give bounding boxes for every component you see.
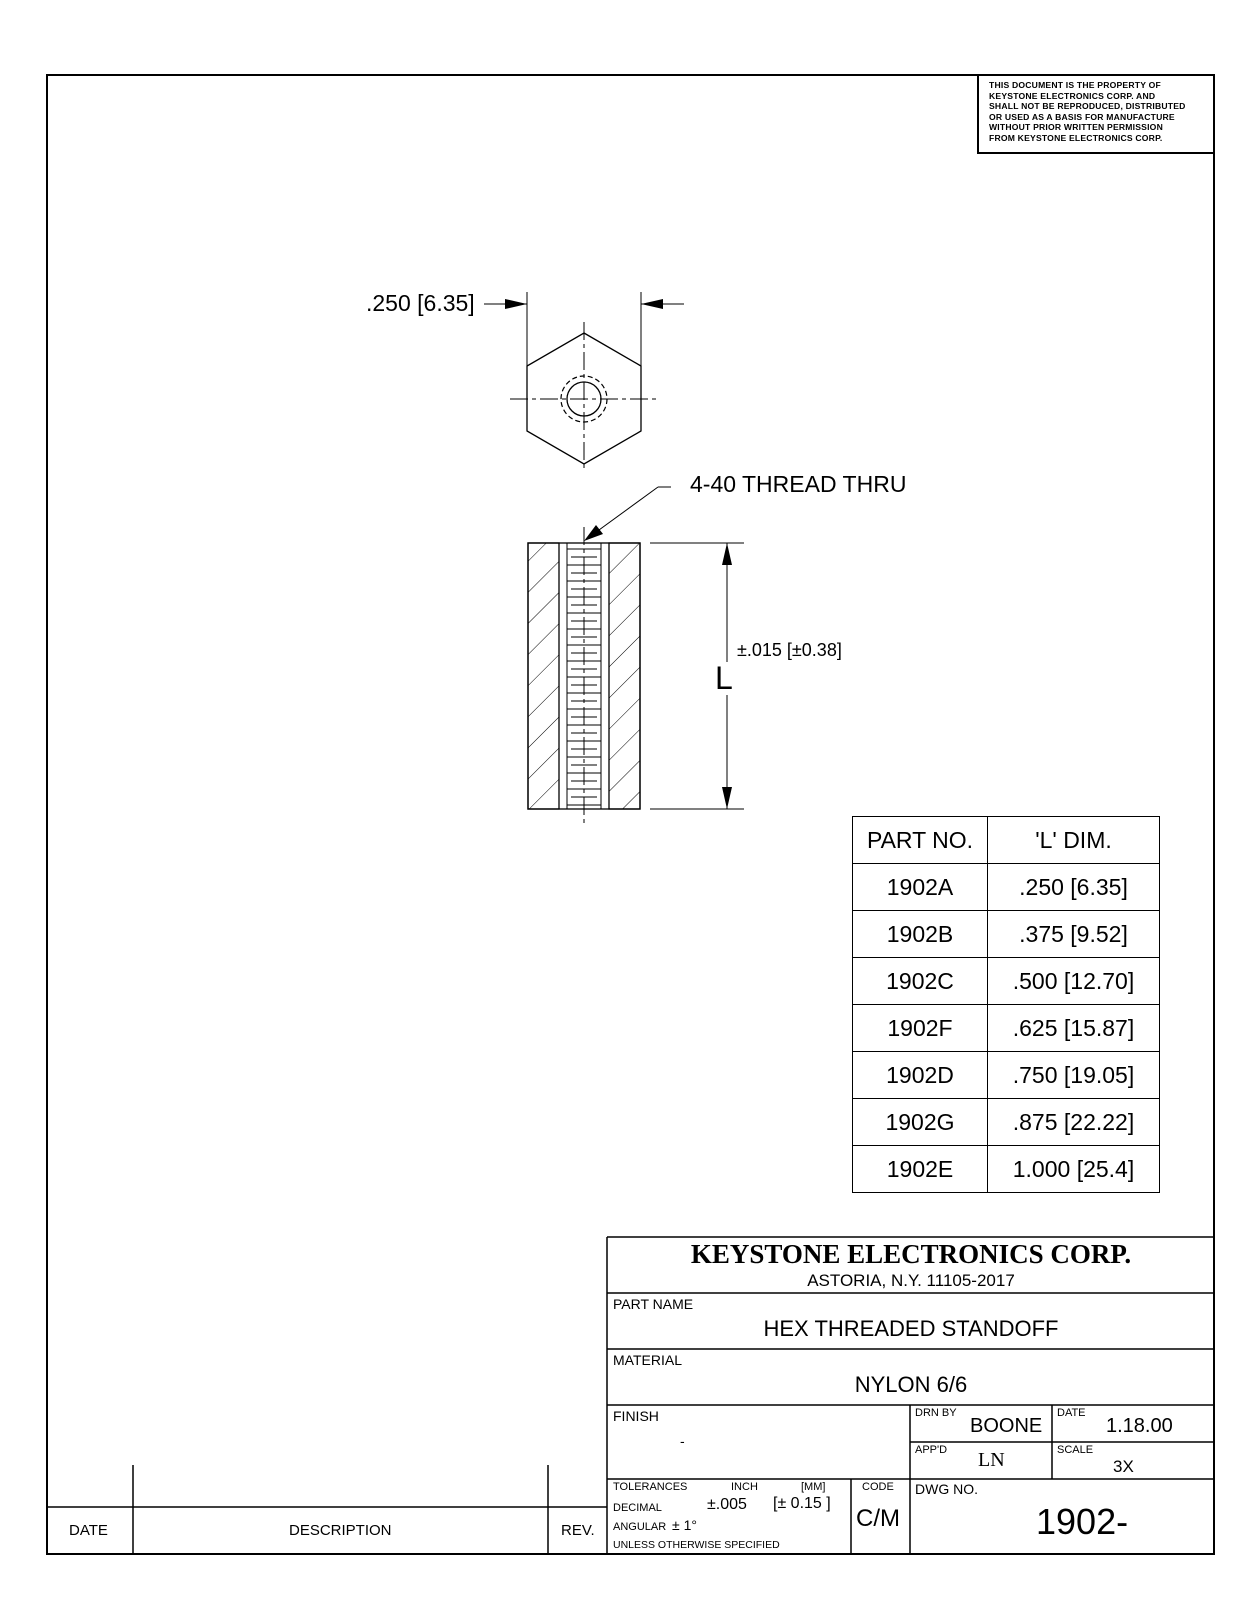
parts-header-part-no: PART NO. <box>853 817 988 864</box>
table-row <box>853 911 1160 958</box>
appd-value: LN <box>978 1449 1005 1471</box>
hex-top-view <box>510 322 658 472</box>
tolerances-label: TOLERANCES <box>613 1481 688 1493</box>
part-no: 1902E <box>853 1146 988 1193</box>
l-dim: .375 [9.52] <box>988 911 1160 958</box>
l-dim: .625 [15.87] <box>988 1005 1160 1052</box>
table-row <box>853 1146 1160 1193</box>
l-dim: .750 [19.05] <box>988 1052 1160 1099</box>
scale-value: 3X <box>1113 1457 1134 1476</box>
thread-leader <box>584 487 671 541</box>
code-label: CODE <box>862 1481 894 1493</box>
inch-label: INCH <box>731 1481 758 1493</box>
part-no: 1902B <box>853 911 988 958</box>
material-label: MATERIAL <box>613 1352 682 1368</box>
l-dim: 1.000 [25.4] <box>988 1146 1160 1193</box>
part-no: 1902G <box>853 1099 988 1146</box>
table-row <box>853 1005 1160 1052</box>
company-name: KEYSTONE ELECTRONICS CORP. <box>690 1239 1132 1269</box>
length-label: L <box>715 660 733 696</box>
material-value: NYLON 6/6 <box>854 1372 968 1397</box>
part-no: 1902F <box>853 1005 988 1052</box>
revision-rev-label: REV. <box>561 1522 595 1539</box>
length-tolerance: ±.015 [±0.38] <box>737 640 842 660</box>
finish-value: - <box>680 1433 685 1449</box>
unless-otherwise-note: UNLESS OTHERWISE SPECIFIED <box>613 1539 780 1551</box>
drn-by-value: BOONE <box>970 1415 1043 1437</box>
dwg-no-label: DWG NO. <box>915 1481 978 1497</box>
l-dim: .250 [6.35] <box>988 864 1160 911</box>
part-no: 1902C <box>853 958 988 1005</box>
decimal-inch-tolerance: ±.005 <box>707 1496 747 1513</box>
l-dim: .875 [22.22] <box>988 1099 1160 1146</box>
date-label: DATE <box>1057 1407 1086 1419</box>
scale-label: SCALE <box>1057 1444 1094 1456</box>
parts-table <box>852 816 1160 1193</box>
drn-by-label: DRN BY <box>915 1407 957 1419</box>
decimal-mm-tolerance: [± 0.15 ] <box>773 1495 831 1512</box>
angular-tolerance: ± 1° <box>672 1517 697 1533</box>
table-row <box>853 1052 1160 1099</box>
part-name: HEX THREADED STANDOFF <box>763 1316 1059 1341</box>
code-value: C/M <box>856 1505 900 1532</box>
appd-label: APP'D <box>915 1444 948 1456</box>
side-section-view <box>528 527 640 826</box>
table-row <box>853 864 1160 911</box>
l-dim: .500 [12.70] <box>988 958 1160 1005</box>
thread-note: 4-40 THREAD THRU <box>690 471 907 497</box>
parts-header-l-dim: 'L' DIM. <box>988 817 1160 864</box>
revision-date-label: DATE <box>69 1522 108 1539</box>
mm-label: [MM] <box>801 1481 826 1493</box>
width-dimension-label: .250 [6.35] <box>366 290 475 316</box>
part-name-label: PART NAME <box>613 1296 694 1312</box>
dwg-no-value: 1902- <box>1036 1501 1129 1542</box>
company-address: ASTORIA, N.Y. 11105-2017 <box>807 1271 1015 1290</box>
part-no: 1902A <box>853 864 988 911</box>
ownership-notice: THIS DOCUMENT IS THE PROPERTY OF KEYSTONE ELECTRONICS CORP. AND SHALL NOT BE REPRODUCED, DISTRIBUTED OR USED AS A BASIS FOR MANUFACTURE WITHOUT PRIOR WRITTEN PERMISSION FROM KEYSTONE ELECTRONICS CORP. <box>977 76 1214 154</box>
angular-label: ANGULAR <box>613 1521 667 1533</box>
revision-description-label: DESCRIPTION <box>289 1522 392 1539</box>
table-row <box>853 1099 1160 1146</box>
decimal-label: DECIMAL <box>613 1502 662 1514</box>
table-row <box>853 958 1160 1005</box>
part-no: 1902D <box>853 1052 988 1099</box>
finish-label: FINISH <box>613 1408 659 1424</box>
date-value: 1.18.00 <box>1106 1415 1173 1437</box>
